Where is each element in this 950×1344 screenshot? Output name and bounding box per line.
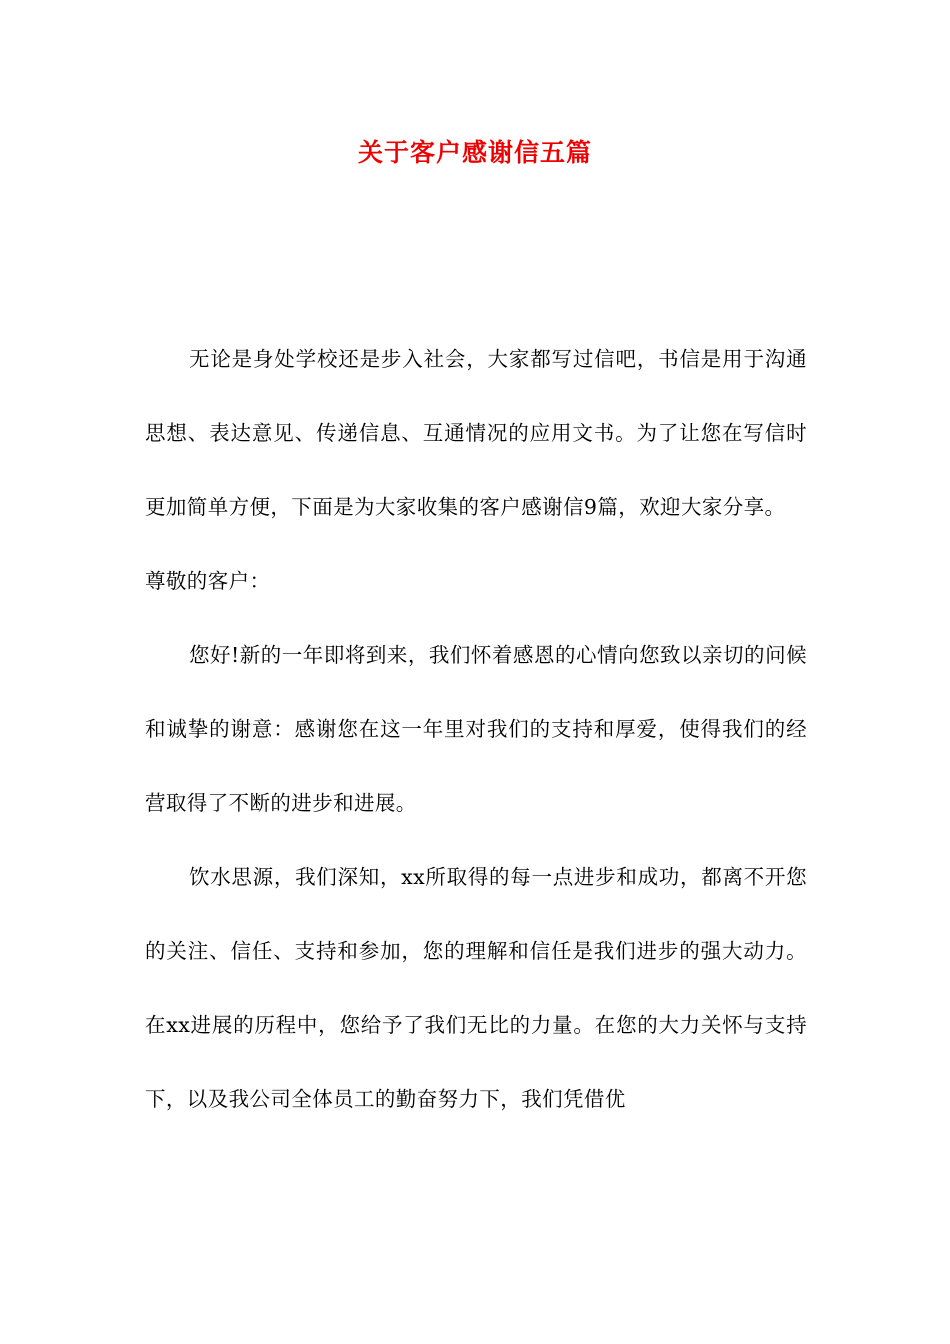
intro-paragraph: 无论是身处学校还是步入社会，大家都写过信吧，书信是用于沟通思想、表达意见、传递信息、互通情况的应用文书。为了让您在写信时更加简单方便，下面是为大家收集的客户感谢信9篇，欢迎大家分享。	[145, 347, 807, 519]
salutation: 尊敬的客户：	[145, 569, 271, 593]
greeting-paragraph: 您好!新的一年即将到来，我们怀着感恩的心情向您致以亲切的问候和诚挚的谢意：感谢您在这一年里对我们的支持和厚爱，使得我们的经营取得了不断的进步和进展。	[145, 643, 807, 815]
document-body	[145, 322, 807, 1136]
document-title: 关于客户感谢信五篇	[357, 138, 592, 167]
gratitude-paragraph: 饮水思源，我们深知，xx所取得的每一点进步和成功，都离不开您的关注、信任、支持和参加，您的理解和信任是我们进步的强大动力。在xx进展的历程中，您给予了我们无比的力量。在您的大力关怀与支持下，以及我公司全体员工的勤奋努力下，我们凭借优	[145, 865, 807, 1111]
